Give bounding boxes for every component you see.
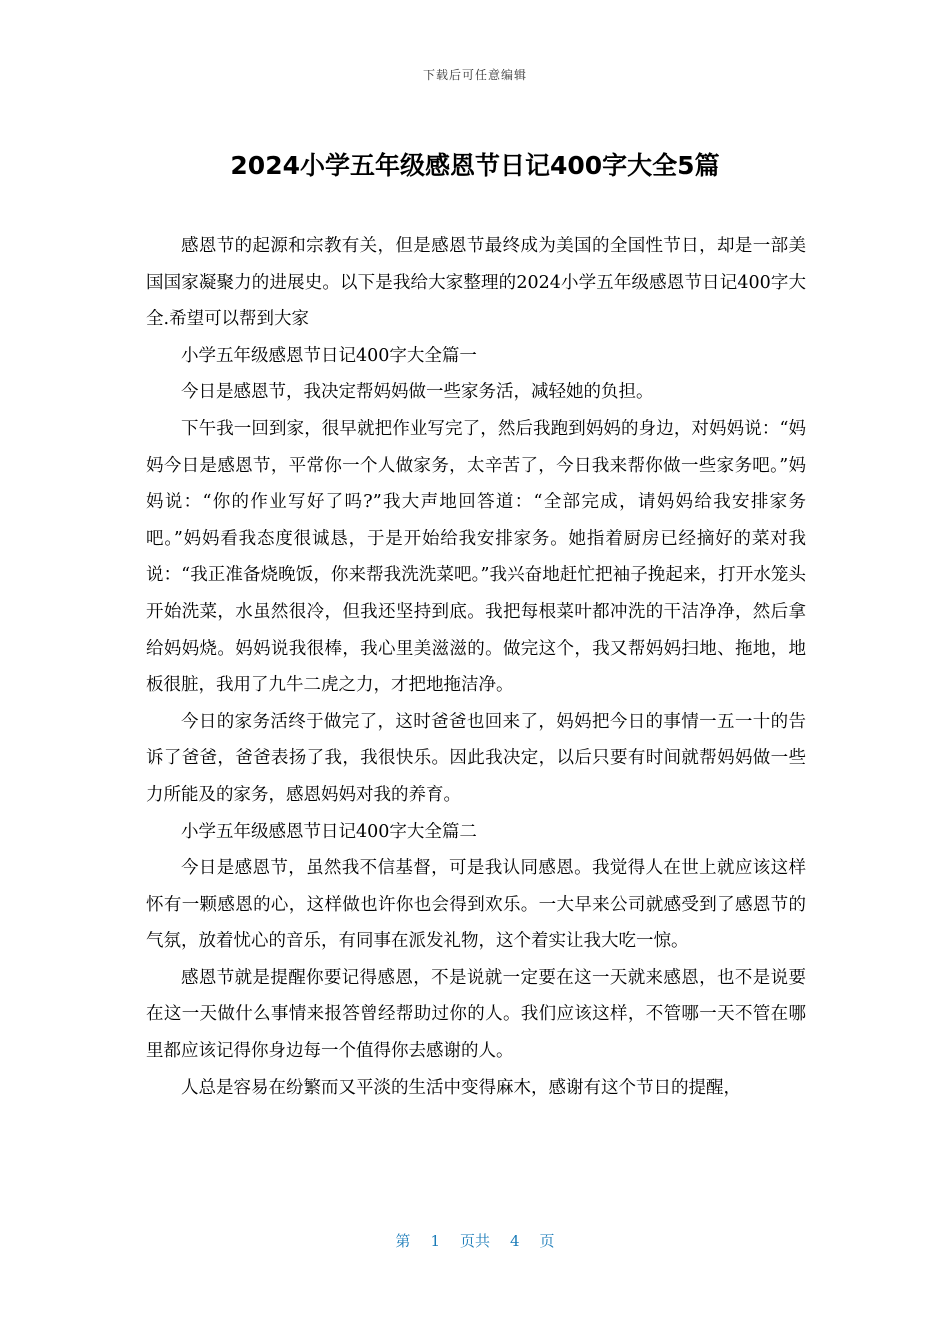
body-paragraph: 今日是感恩节，虽然我不信基督，可是我认同感恩。我觉得人在世上就应该这样怀有一颗感恩的心，这样做也许你也会得到欢乐。一大早来公司就感受到了感恩节的气氛，放着忧心的音乐，有同事在派发礼物，这个着实让我大吃一惊。 (146, 858, 806, 952)
body-paragraph: 人总是容易在纷繁而又平淡的生活中变得麻木，感谢有这个节日的提醒， (181, 1077, 741, 1098)
body-paragraph: 今日的家务活终于做完了，这时爸爸也回来了，妈妈把今日的事情一五一十的告诉了爸爸，爸爸表扬了我，我很快乐。因此我决定，以后只要有时间就帮妈妈做一些力所能及的家务，感恩妈妈对我的养育。 (146, 711, 806, 805)
body-paragraph: 今日是感恩节，我决定帮妈妈做一些家务活，减轻她的负担。 (181, 382, 654, 403)
document-body (146, 228, 806, 1106)
body-paragraph: 感恩节就是提醒你要记得感恩，不是说就一定要在这一天就来感恩，也不是说要在这一天做什么事情来报答曾经帮助过你的人。我们应该这样，不管哪一天不管在哪里都应该记得你身边每一个值得你去感谢的人。 (146, 967, 806, 1062)
body-paragraph: 下午我一回到家，很早就把作业写完了，然后我跑到妈妈的身边，对妈妈说：“妈妈今日是感恩节，平常你一个人做家务，太辛苦了，今日我来帮你做一些家务吧。”妈妈说：“你的作业写好了吗?”我大声地回答道：“全部完成，请妈妈给我安排家务吧。”妈妈看我态度很诚恳，于是开始给我安排家务。她指着厨房已经摘好的菜对我说：“我正准备烧晚饭，你来帮我洗洗菜吧。”我兴奋地赶忙把袖子挽起来，打开水笼头开始洗菜，水虽然很冷，但我还坚持到底。我把每根菜叶都冲洗的干洁净净，然后拿给妈妈烧。妈妈说我很棒，我心里美滋滋的。做完这个，我又帮妈妈扫地、拖地，地板很脏，我用了九牛二虎之力，才把地拖洁净。 (146, 418, 806, 696)
footer-current-page: 1 (430, 1232, 440, 1250)
intro-paragraph: 感恩节的起源和宗教有关，但是感恩节最终成为美国的全国性节日，却是一部美国国家凝聚力的进展史。以下是我给大家整理的2024小学五年级感恩节日记400字大全.希望可以帮到大家 (146, 236, 806, 330)
footer-total-word: 页共 (459, 1232, 490, 1250)
footer-page-word: 第 (395, 1232, 411, 1250)
document-title: 2024小学五年级感恩节日记400字大全5篇 (230, 151, 720, 180)
page-header: 下载后可任意编辑 (422, 68, 527, 82)
page-footer (0, 1230, 950, 1251)
footer-total-pages: 4 (510, 1232, 520, 1250)
footer-page-suffix: 页 (539, 1232, 555, 1250)
section-heading-2: 小学五年级感恩节日记400字大全篇二 (181, 821, 477, 842)
section-heading-1: 小学五年级感恩节日记400字大全篇一 (181, 345, 477, 366)
